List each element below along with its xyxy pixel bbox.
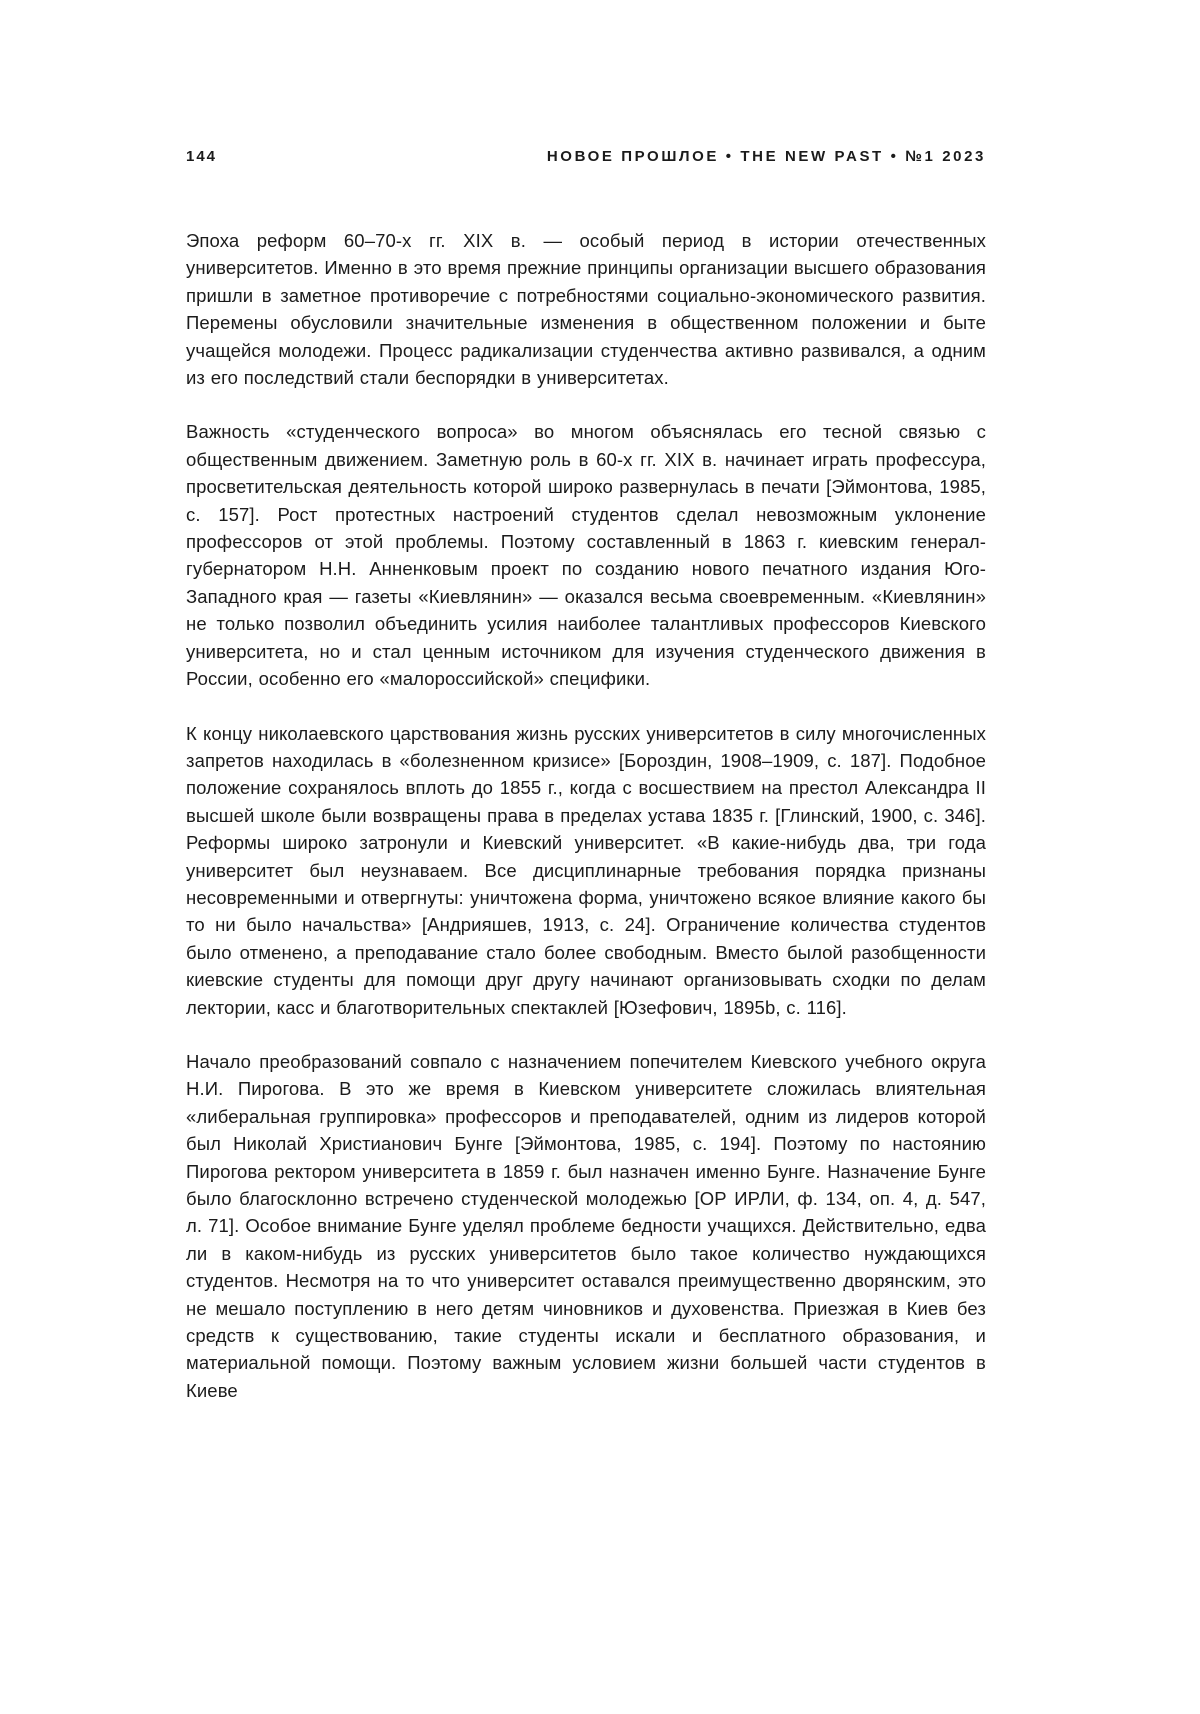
page-header <box>186 148 986 165</box>
paragraph: Важность «студенческого вопроса» во многом объяснялась его тесной связью с общественным движением. Заметную роль в 60-х гг. XIX в. начинает играть профессура, просветительская деятельность которой широко развернулась в печати [Эймонтова, 1985, с. 157]. Рост протестных настроений студентов сделал невозможным уклонение профессоров от этой проблемы. Поэтому составленный в 1863 г. киевским генерал-губернатором Н.Н. Анненковым проект по созданию нового печатного издания Юго-Западного края — газеты «Киевлянин» — оказался весьма своевременным. «Киевлянин» не только позволил объединить усилия наиболее талантливых профессоров Киевского университета, но и стал ценным источником для изучения студенческого движения в России, особенно его «малороссийской» специфики. <box>186 421 986 690</box>
paragraph: К концу николаевского царствования жизнь русских университетов в силу многочисленных запретов находилась в «болезненном кризисе» [Бороздин, 1908–1909, с. 187]. Подобное положение сохранялось вплоть до 1855 г., когда с восшествием на престол Александра II высшей школе были возвращены права в пределах устава 1835 г. [Глинский, 1900, с. 346]. Реформы широко затронули и Киевский университет. «В какие-нибудь два, три года университет был неузнаваем. Все дисциплинарные требования порядка признаны несовременными и отвергнуты: уничтожена форма, уничтожено всякое влияние какого бы то ни было начальства» [Андрияшев, 1913, с. 24]. Ограничение количества студентов было отменено, а преподавание стало более свободным. Вместо былой разобщенности киевские студенты для помощи друг другу начинают организовывать сходки по делам лектории, касс и благотворительных спектаклей [Юзефович, 1895b, с. 116]. <box>186 722 986 1018</box>
paragraph: Начало преобразований совпало с назначением попечителем Киевского учебного округа Н.И. Пирогова. В это же время в Киевском университете сложилась влиятельная «либеральная группировка» профессоров и преподавателей, одним из лидеров которой был Николай Христианович Бунге [Эймонтова, 1985, с. 194]. Поэтому по настоянию Пирогова ректором университета в 1859 г. был назначен именно Бунге. Назначение Бунге было благосклонно встречено студенческой молодежью [ОР ИРЛИ, ф. 134, оп. 4, д. 547, л. 71]. Особое внимание Бунге уделял проблеме бедности учащихся. Действительно, едва ли в каком-нибудь из русских университетов было такое количество нуждающихся студентов. Несмотря на то что университет оставался преимущественно дворянским, это не мешало поступлению в него детям чиновников и духовенства. Приезжая в Киев без средств к существованию, такие студенты искали и бесплатного образования, и материальной помощи. Поэтому важным условием жизни большей части студентов в Киеве <box>186 1050 986 1401</box>
journal-header: НОВОЕ ПРОШЛОЕ • THE NEW PAST • №1 2023 <box>546 148 986 165</box>
article-body <box>186 227 986 1404</box>
page-number: 144 <box>186 148 218 165</box>
paragraph: Эпоха реформ 60–70-х гг. XIX в. — особый период в истории отечественных университетов. Именно в это время прежние принципы организации высшего образования пришли в заметное противоречие с потребностями социально-экономического развития. Перемены обусловили значительные изменения в общественном положении и быте учащейся молодежи. Процесс радикализации студенчества активно развивался, а одним из его последствий стали беспорядки в университетах. <box>186 230 986 389</box>
